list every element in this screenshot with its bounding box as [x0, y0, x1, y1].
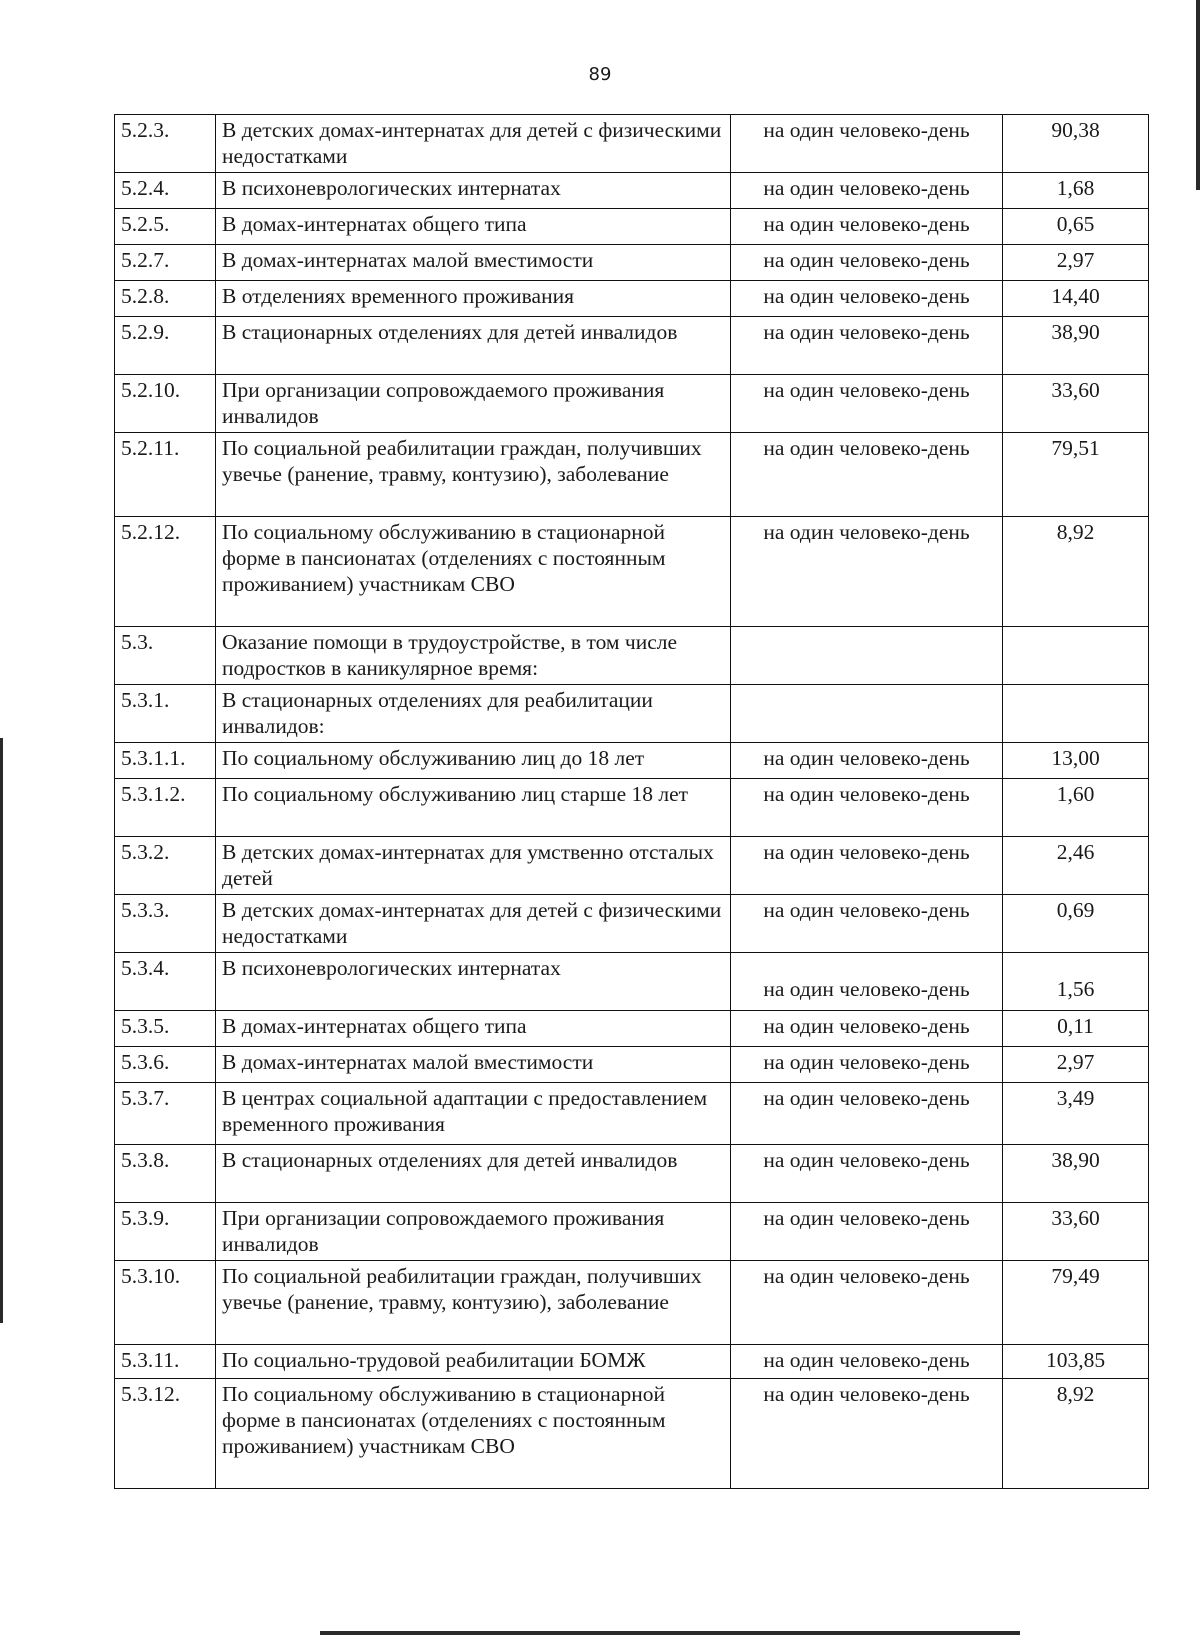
row-number: 5.2.5. [115, 209, 216, 245]
row-value: 2,97 [1003, 245, 1149, 281]
row-unit: на один человеко-день [731, 1047, 1003, 1083]
scan-edge-bottom [320, 1631, 1020, 1635]
row-unit: на один человеко-день [731, 1011, 1003, 1047]
row-description: По социальному обслуживанию в стационарной форме в пансионатах (отделениях с постоянным проживанием) участникам СВО [216, 517, 731, 627]
row-unit: на один человеко-день [731, 281, 1003, 317]
row-number: 5.3.12. [115, 1379, 216, 1489]
row-description: В домах-интернатах общего типа [216, 209, 731, 245]
row-value [1003, 685, 1149, 743]
row-number: 5.3.4. [115, 953, 216, 1011]
row-value: 3,49 [1003, 1083, 1149, 1145]
row-value: 8,92 [1003, 517, 1149, 627]
row-unit: на один человеко-день [731, 1345, 1003, 1379]
row-number: 5.3.11. [115, 1345, 216, 1379]
row-value: 38,90 [1003, 1145, 1149, 1203]
row-number: 5.2.7. [115, 245, 216, 281]
row-number: 5.3.8. [115, 1145, 216, 1203]
row-value: 2,97 [1003, 1047, 1149, 1083]
tariff-table-body [115, 115, 1149, 1489]
table-row [115, 433, 1149, 517]
row-number: 5.3.2. [115, 837, 216, 895]
table-row [115, 517, 1149, 627]
row-unit: на один человеко-день [731, 743, 1003, 779]
row-unit: на один человеко-день [731, 375, 1003, 433]
table-row [115, 1261, 1149, 1345]
row-value: 8,92 [1003, 1379, 1149, 1489]
row-description: По социальной реабилитации граждан, получивших увечье (ранение, травму, контузию), заболевание [216, 1261, 731, 1345]
row-value: 1,68 [1003, 173, 1149, 209]
row-value: 33,60 [1003, 1203, 1149, 1261]
row-description: По социальному обслуживанию в стационарной форме в пансионатах (отделениях с постоянным проживанием) участникам СВО [216, 1379, 731, 1489]
table-row [115, 115, 1149, 173]
row-description: В психоневрологических интернатах [216, 953, 731, 1011]
row-number: 5.3.9. [115, 1203, 216, 1261]
row-value: 0,65 [1003, 209, 1149, 245]
row-description: Оказание помощи в трудоустройстве, в том числе подростков в каникулярное время: [216, 627, 731, 685]
row-unit: на один человеко-день [731, 953, 1003, 1011]
table-row [115, 743, 1149, 779]
row-unit: на один человеко-день [731, 433, 1003, 517]
row-unit: на один человеко-день [731, 1083, 1003, 1145]
row-value: 79,51 [1003, 433, 1149, 517]
row-unit: на один человеко-день [731, 173, 1003, 209]
row-description: По социальной реабилитации граждан, получивших увечье (ранение, травму, контузию), заболевание [216, 433, 731, 517]
row-unit [731, 627, 1003, 685]
row-description: При организации сопровождаемого проживания инвалидов [216, 375, 731, 433]
table-row [115, 837, 1149, 895]
table-row [115, 779, 1149, 837]
table-row [115, 1145, 1149, 1203]
row-description: В центрах социальной адаптации с предоставлением временного проживания [216, 1083, 731, 1145]
row-value: 1,56 [1003, 953, 1149, 1011]
row-unit: на один человеко-день [731, 245, 1003, 281]
row-unit: на один человеко-день [731, 115, 1003, 173]
row-description: В психоневрологических интернатах [216, 173, 731, 209]
row-number: 5.3.5. [115, 1011, 216, 1047]
row-number: 5.2.3. [115, 115, 216, 173]
row-description: В домах-интернатах малой вместимости [216, 245, 731, 281]
row-description: В отделениях временного проживания [216, 281, 731, 317]
row-number: 5.3.7. [115, 1083, 216, 1145]
tariff-table [114, 114, 1149, 1489]
row-unit: на один человеко-день [731, 1145, 1003, 1203]
row-value: 0,69 [1003, 895, 1149, 953]
row-description: При организации сопровождаемого проживания инвалидов [216, 1203, 731, 1261]
row-number: 5.2.11. [115, 433, 216, 517]
row-description: В детских домах-интернатах для детей с физическими недостатками [216, 115, 731, 173]
table-row [115, 1047, 1149, 1083]
row-description: В детских домах-интернатах для умственно отсталых детей [216, 837, 731, 895]
row-number: 5.3.1.2. [115, 779, 216, 837]
row-description: В домах-интернатах общего типа [216, 1011, 731, 1047]
row-unit: на один человеко-день [731, 1261, 1003, 1345]
row-value: 0,11 [1003, 1011, 1149, 1047]
row-number: 5.2.10. [115, 375, 216, 433]
row-unit: на один человеко-день [731, 895, 1003, 953]
row-value: 2,46 [1003, 837, 1149, 895]
scan-edge-right [1196, 0, 1200, 190]
table-row [115, 245, 1149, 281]
table-row [115, 685, 1149, 743]
table-row [115, 953, 1149, 1011]
row-unit: на один человеко-день [731, 1379, 1003, 1489]
row-value: 13,00 [1003, 743, 1149, 779]
page-number: 89 [588, 64, 612, 85]
row-unit: на один человеко-день [731, 837, 1003, 895]
table-row [115, 375, 1149, 433]
row-unit [731, 685, 1003, 743]
row-description: По социальному обслуживанию лиц до 18 лет [216, 743, 731, 779]
row-number: 5.3. [115, 627, 216, 685]
table-row [115, 209, 1149, 245]
table-row [115, 1203, 1149, 1261]
row-number: 5.3.1. [115, 685, 216, 743]
row-description: По социально-трудовой реабилитации БОМЖ [216, 1345, 731, 1379]
row-value: 38,90 [1003, 317, 1149, 375]
table-row [115, 627, 1149, 685]
row-number: 5.2.12. [115, 517, 216, 627]
row-value: 33,60 [1003, 375, 1149, 433]
scan-edge-left [0, 738, 3, 1323]
row-unit: на один человеко-день [731, 317, 1003, 375]
row-value: 103,85 [1003, 1345, 1149, 1379]
row-number: 5.2.9. [115, 317, 216, 375]
row-value: 90,38 [1003, 115, 1149, 173]
row-number: 5.3.6. [115, 1047, 216, 1083]
row-number: 5.3.1.1. [115, 743, 216, 779]
table-row [115, 1379, 1149, 1489]
table-row [115, 317, 1149, 375]
row-description: В стационарных отделениях для реабилитации инвалидов: [216, 685, 731, 743]
row-unit: на один человеко-день [731, 779, 1003, 837]
table-row [115, 895, 1149, 953]
row-number: 5.3.10. [115, 1261, 216, 1345]
row-description: По социальному обслуживанию лиц старше 18 лет [216, 779, 731, 837]
row-description: В домах-интернатах малой вместимости [216, 1047, 731, 1083]
row-number: 5.3.3. [115, 895, 216, 953]
table-row [115, 1011, 1149, 1047]
table-row [115, 281, 1149, 317]
row-description: В детских домах-интернатах для детей с физическими недостатками [216, 895, 731, 953]
row-value: 79,49 [1003, 1261, 1149, 1345]
row-value: 14,40 [1003, 281, 1149, 317]
row-unit: на один человеко-день [731, 1203, 1003, 1261]
row-number: 5.2.4. [115, 173, 216, 209]
row-value: 1,60 [1003, 779, 1149, 837]
row-description: В стационарных отделениях для детей инвалидов [216, 317, 731, 375]
row-unit: на один человеко-день [731, 517, 1003, 627]
table-row [115, 1083, 1149, 1145]
row-unit: на один человеко-день [731, 209, 1003, 245]
row-value [1003, 627, 1149, 685]
row-description: В стационарных отделениях для детей инвалидов [216, 1145, 731, 1203]
row-number: 5.2.8. [115, 281, 216, 317]
table-row [115, 173, 1149, 209]
table-row [115, 1345, 1149, 1379]
